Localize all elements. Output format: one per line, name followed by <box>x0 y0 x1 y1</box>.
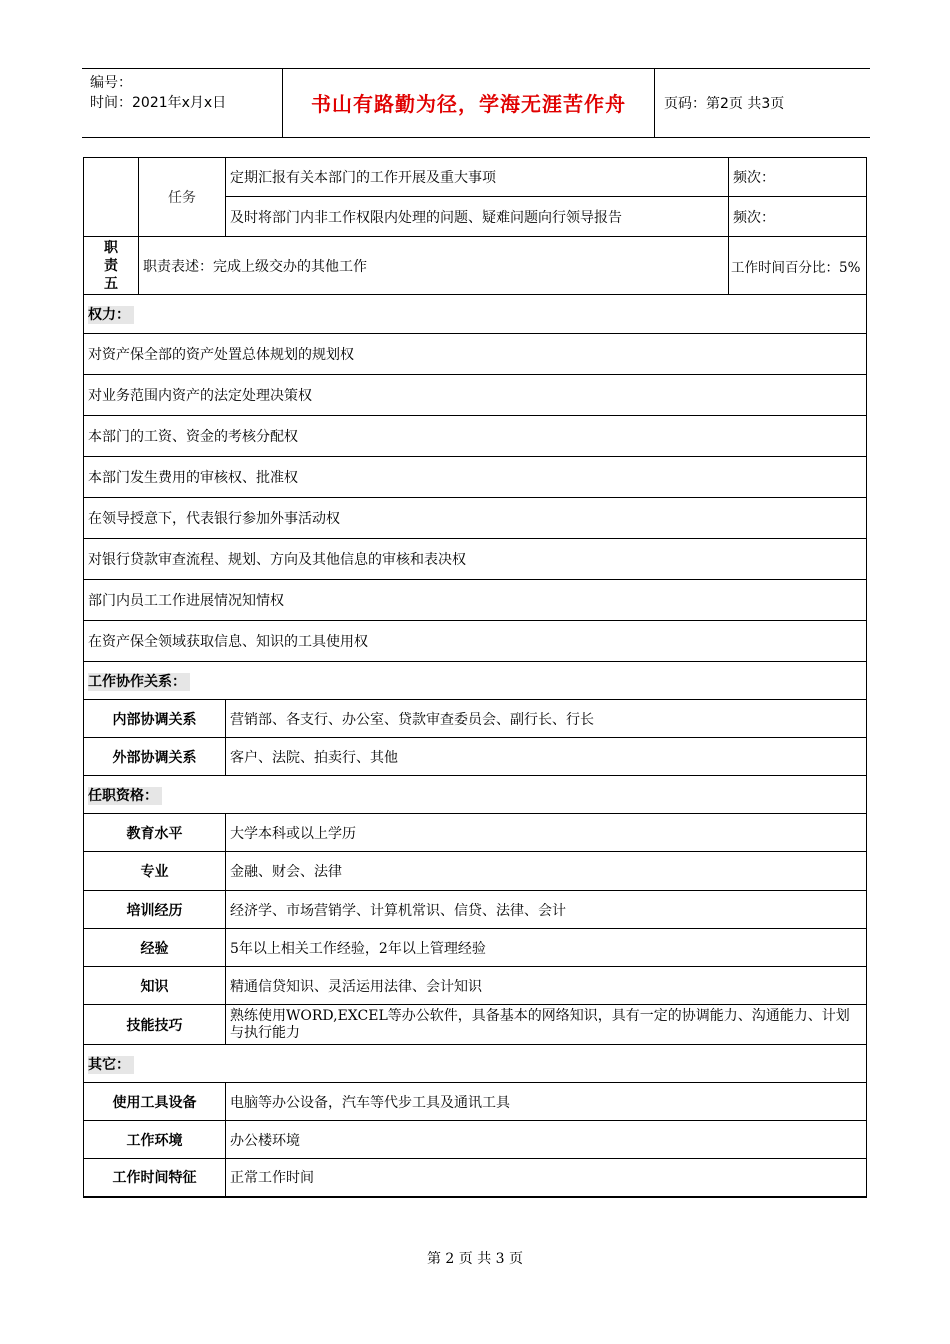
power-item <box>84 580 867 621</box>
qualification-label: 技能技巧 <box>84 1005 226 1045</box>
qualification-label: 教育水平 <box>84 814 226 852</box>
power-text: 在领导授意下，代表银行参加外事活动权 <box>84 498 867 539</box>
qualification-value: 金融、财会、法律 <box>226 852 867 891</box>
power-item <box>84 375 867 416</box>
qualification-value: 大学本科或以上学历 <box>226 814 867 852</box>
duty-five-description: 职责表述：完成上级交办的其他工作 <box>139 237 729 295</box>
relation-label: 内部协调关系 <box>84 700 226 738</box>
task-frequency: 频次： <box>729 158 867 197</box>
other-value: 正常工作时间 <box>226 1159 867 1197</box>
header-page-info: 页码：第2页 共3页 <box>664 96 785 112</box>
power-text: 对业务范围内资产的法定处理决策权 <box>84 375 867 416</box>
duty-five-percentage: 工作时间百分比：5% <box>729 237 867 295</box>
header-divider <box>654 69 655 137</box>
power-text: 本部门发生费用的审核权、批准权 <box>84 457 867 498</box>
task-label: 任务 <box>139 158 226 237</box>
qualification-row <box>84 929 867 967</box>
task-text: 定期汇报有关本部门的工作开展及重大事项 <box>226 158 729 197</box>
time-label: 时间：2021年x月x日 <box>90 95 227 111</box>
power-item <box>84 416 867 457</box>
qualification-row <box>84 814 867 852</box>
relation-value: 营销部、各支行、办公室、贷款审查委员会、副行长、行长 <box>226 700 867 738</box>
other-row <box>84 1083 867 1121</box>
task-row <box>84 158 867 197</box>
power-item <box>84 334 867 375</box>
qualifications-section-header <box>84 776 867 814</box>
power-text: 本部门的工资、资金的考核分配权 <box>84 416 867 457</box>
relation-value: 客户、法院、拍卖行、其他 <box>226 738 867 776</box>
relation-label: 外部协调关系 <box>84 738 226 776</box>
qualification-row <box>84 852 867 891</box>
qualification-label: 经验 <box>84 929 226 967</box>
qualification-row <box>84 891 867 929</box>
others-section-header <box>84 1045 867 1083</box>
task-text: 及时将部门内非工作权限内处理的问题、疑难问题向行领导报告 <box>226 197 729 237</box>
qualification-label: 知识 <box>84 967 226 1005</box>
power-item <box>84 457 867 498</box>
power-text: 对资产保全部的资产处置总体规划的规划权 <box>84 334 867 375</box>
header-meta <box>90 73 280 113</box>
power-text: 部门内员工工作进展情况知情权 <box>84 580 867 621</box>
header-motto: 书山有路勤为径，学海无涯苦作舟 <box>311 92 626 116</box>
job-description-table <box>83 157 867 1198</box>
power-text: 在资产保全领域获取信息、知识的工具使用权 <box>84 621 867 662</box>
task-frequency: 频次： <box>729 197 867 237</box>
code-label: 编号： <box>90 75 132 91</box>
power-item <box>84 621 867 662</box>
duty-blank-cell <box>84 158 139 237</box>
power-item <box>84 498 867 539</box>
other-value: 办公楼环境 <box>226 1121 867 1159</box>
qualification-label: 专业 <box>84 852 226 891</box>
powers-section-header <box>84 295 867 334</box>
qualification-row <box>84 967 867 1005</box>
other-label: 工作时间特征 <box>84 1159 226 1197</box>
qualifications-title: 任职资格： <box>88 787 162 805</box>
relations-title: 工作协作关系： <box>88 673 190 691</box>
relation-row <box>84 700 867 738</box>
duty-five-label: 职 责 五 <box>84 237 139 295</box>
other-row <box>84 1121 867 1159</box>
powers-title: 权力： <box>88 306 134 324</box>
qualification-value: 5年以上相关工作经验，2年以上管理经验 <box>226 929 867 967</box>
relation-row <box>84 738 867 776</box>
power-text: 对银行贷款审查流程、规划、方向及其他信息的审核和表决权 <box>84 539 867 580</box>
duty-five-row <box>84 237 867 295</box>
other-row <box>84 1159 867 1197</box>
qualification-row <box>84 1005 867 1045</box>
other-label: 工作环境 <box>84 1121 226 1159</box>
others-title: 其它： <box>88 1056 134 1074</box>
other-label: 使用工具设备 <box>84 1083 226 1121</box>
qualification-value: 熟练使用WORD,EXCEL等办公软件，具备基本的网络知识，具有一定的协调能力、沟通能力、计划与执行能力 <box>226 1005 867 1045</box>
qualification-value: 经济学、市场营销学、计算机常识、信贷、法律、会计 <box>226 891 867 929</box>
qualification-label: 培训经历 <box>84 891 226 929</box>
page-header <box>82 68 870 138</box>
relations-section-header <box>84 662 867 700</box>
other-value: 电脑等办公设备，汽车等代步工具及通讯工具 <box>226 1083 867 1121</box>
page-footer: 第 2 页 共 3 页 <box>426 1251 524 1267</box>
qualification-value: 精通信贷知识、灵活运用法律、会计知识 <box>226 967 867 1005</box>
power-item <box>84 539 867 580</box>
